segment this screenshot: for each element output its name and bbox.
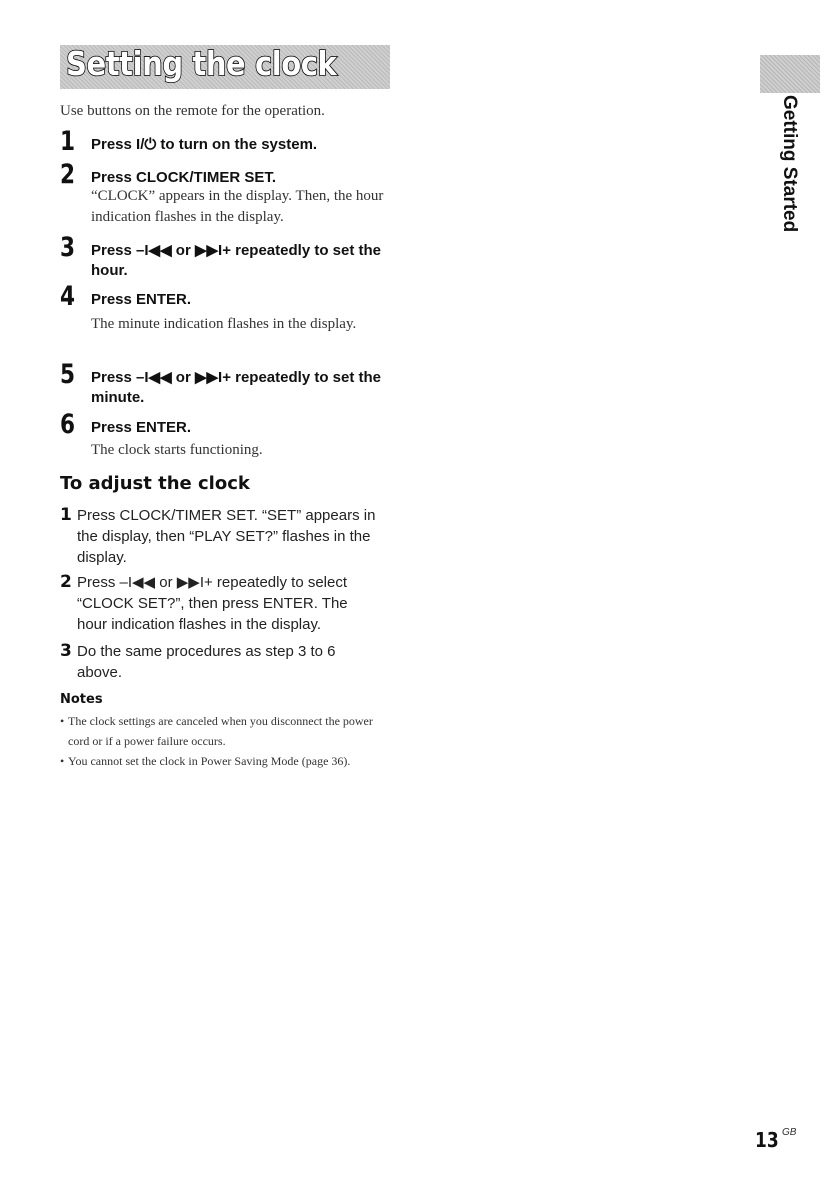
note-text: You cannot set the clock in Power Saving Mode (page 36). (68, 754, 351, 768)
note-item (60, 711, 380, 751)
step-heading: Press –I◀◀ or ▶▶I+ repeatedly to set the minute. (91, 369, 381, 406)
step-heading: Press CLOCK/TIMER SET. (91, 169, 277, 186)
step-number: 1 (60, 505, 72, 525)
step-heading: Press ENTER. (91, 291, 192, 308)
page-region-code: GB (782, 1127, 797, 1138)
step-number: 3 (60, 641, 72, 661)
section-tab-label: Getting Started (779, 95, 800, 233)
step-number: 2 (60, 572, 72, 592)
step-body: “CLOCK” appears in the display. Then, the hour indication flashes in the display. (91, 188, 384, 225)
section-heading: To adjust the clock (60, 473, 250, 494)
step-heading: Press –I◀◀ or ▶▶I+ repeatedly to set the hour. (91, 242, 381, 279)
intro-text: Use buttons on the remote for the operation. (60, 103, 325, 119)
step-text: Press CLOCK/TIMER SET. “SET” appears in the display, then “PLAY SET?” flashes in the display. (77, 507, 376, 566)
bullet-icon: • (60, 754, 65, 768)
step-number: 2 (60, 159, 76, 190)
note-item (60, 751, 380, 771)
page-number: 13 (755, 1128, 779, 1152)
notes-heading: Notes (60, 692, 103, 707)
note-text: The clock settings are canceled when you disconnect the power cord or if a power failure occurs. (68, 714, 373, 748)
section-tab-marker (760, 55, 820, 93)
step-text: Press –I◀◀ or ▶▶I+ repeatedly to select “CLOCK SET?”, then press ENTER. The hour indication flashes in the display. (77, 574, 348, 633)
step-body: The minute indication flashes in the display. (91, 316, 357, 332)
step-number: 6 (60, 409, 76, 440)
page-title: Setting the clock (66, 44, 337, 83)
step-number: 5 (60, 359, 76, 390)
step-heading: Press I/⏻ to turn on the system. (91, 136, 318, 153)
step-number: 3 (60, 232, 76, 263)
step-number: 1 (60, 126, 76, 157)
step-number: 4 (60, 281, 76, 312)
step-body: The clock starts functioning. (91, 442, 263, 458)
bullet-icon: • (60, 714, 65, 728)
step-text: Do the same procedures as step 3 to 6 above. (77, 643, 336, 681)
step-heading: Press ENTER. (91, 419, 192, 436)
